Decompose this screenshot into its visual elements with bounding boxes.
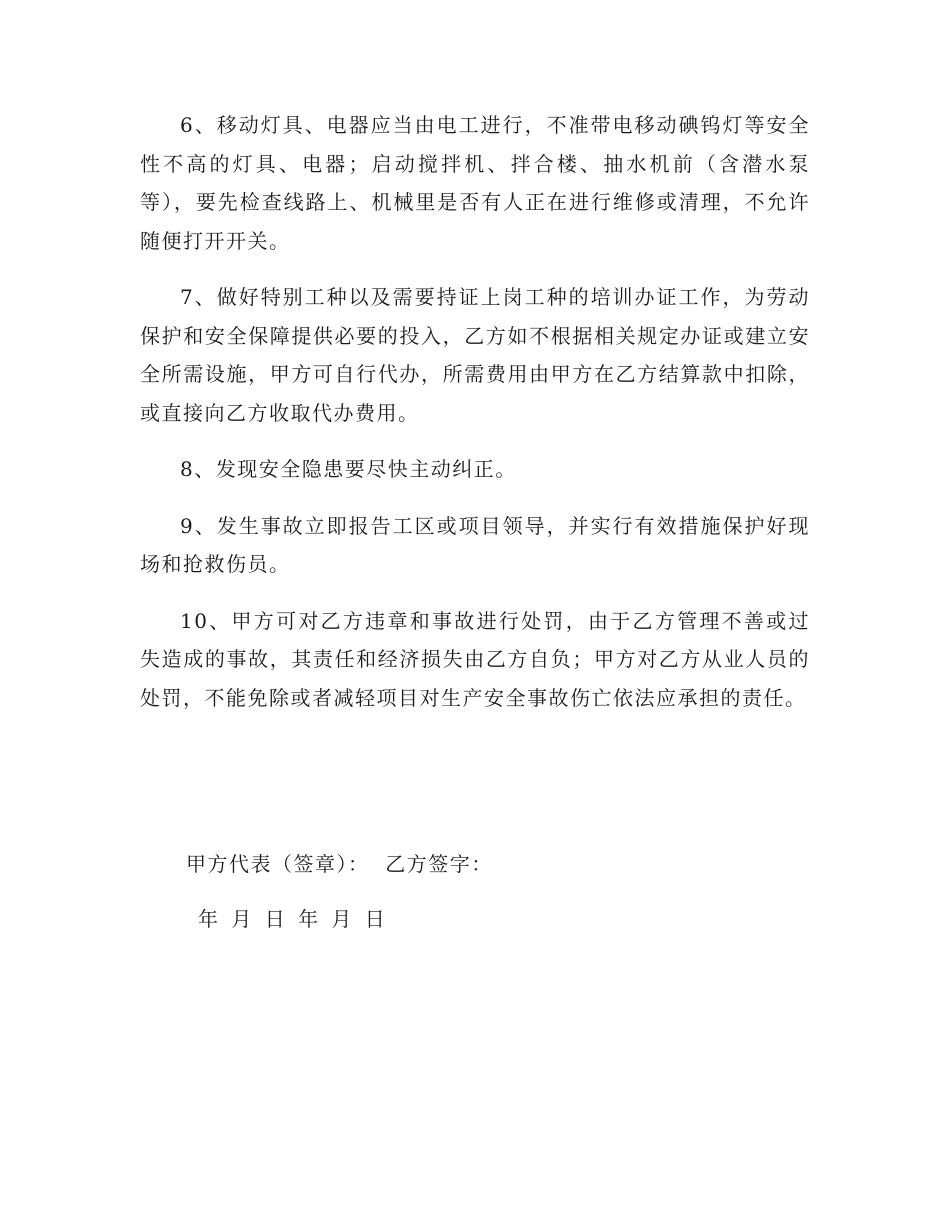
clause-10: 10、甲方可对乙方违章和事故进行处罚，由于乙方管理不善或过失造成的事故，其责任和经济损失由乙方自负；甲方对乙方从业人员的处罚，不能免除或者减轻项目对生产安全事故伤亡依法应承担的责任。: [140, 608, 810, 710]
date-line: 年 月 日 年 月 日: [198, 907, 387, 931]
clause-8: 8、发现安全隐患要尽快主动纠正。: [180, 457, 517, 481]
document-body: [140, 106, 810, 735]
clause-6: 6、移动灯具、电器应当由电工进行，不准带电移动碘钨灯等安全性不高的灯具、电器；启动搅拌机、拌合楼、抽水机前（含潜水泵等），要先检查线路上、机械里是否有人正在进行维修或清理，不允许随便打开开关。: [140, 113, 810, 253]
clause-7: 7、做好特别工种以及需要持证上岗工种的培训办证工作，为劳动保护和安全保障提供必要的投入，乙方如不根据相关规定办证或建立安全所需设施，甲方可自行代办，所需费用由甲方在乙方结算款中扣除，或直接向乙方收取代办费用。: [140, 285, 810, 425]
clause-9: 9、发生事故立即报告工区或项目领导，并实行有效措施保护好现场和抢救伤员。: [140, 513, 810, 576]
signature-line: 甲方代表（签章）： 乙方签字：: [186, 852, 493, 876]
